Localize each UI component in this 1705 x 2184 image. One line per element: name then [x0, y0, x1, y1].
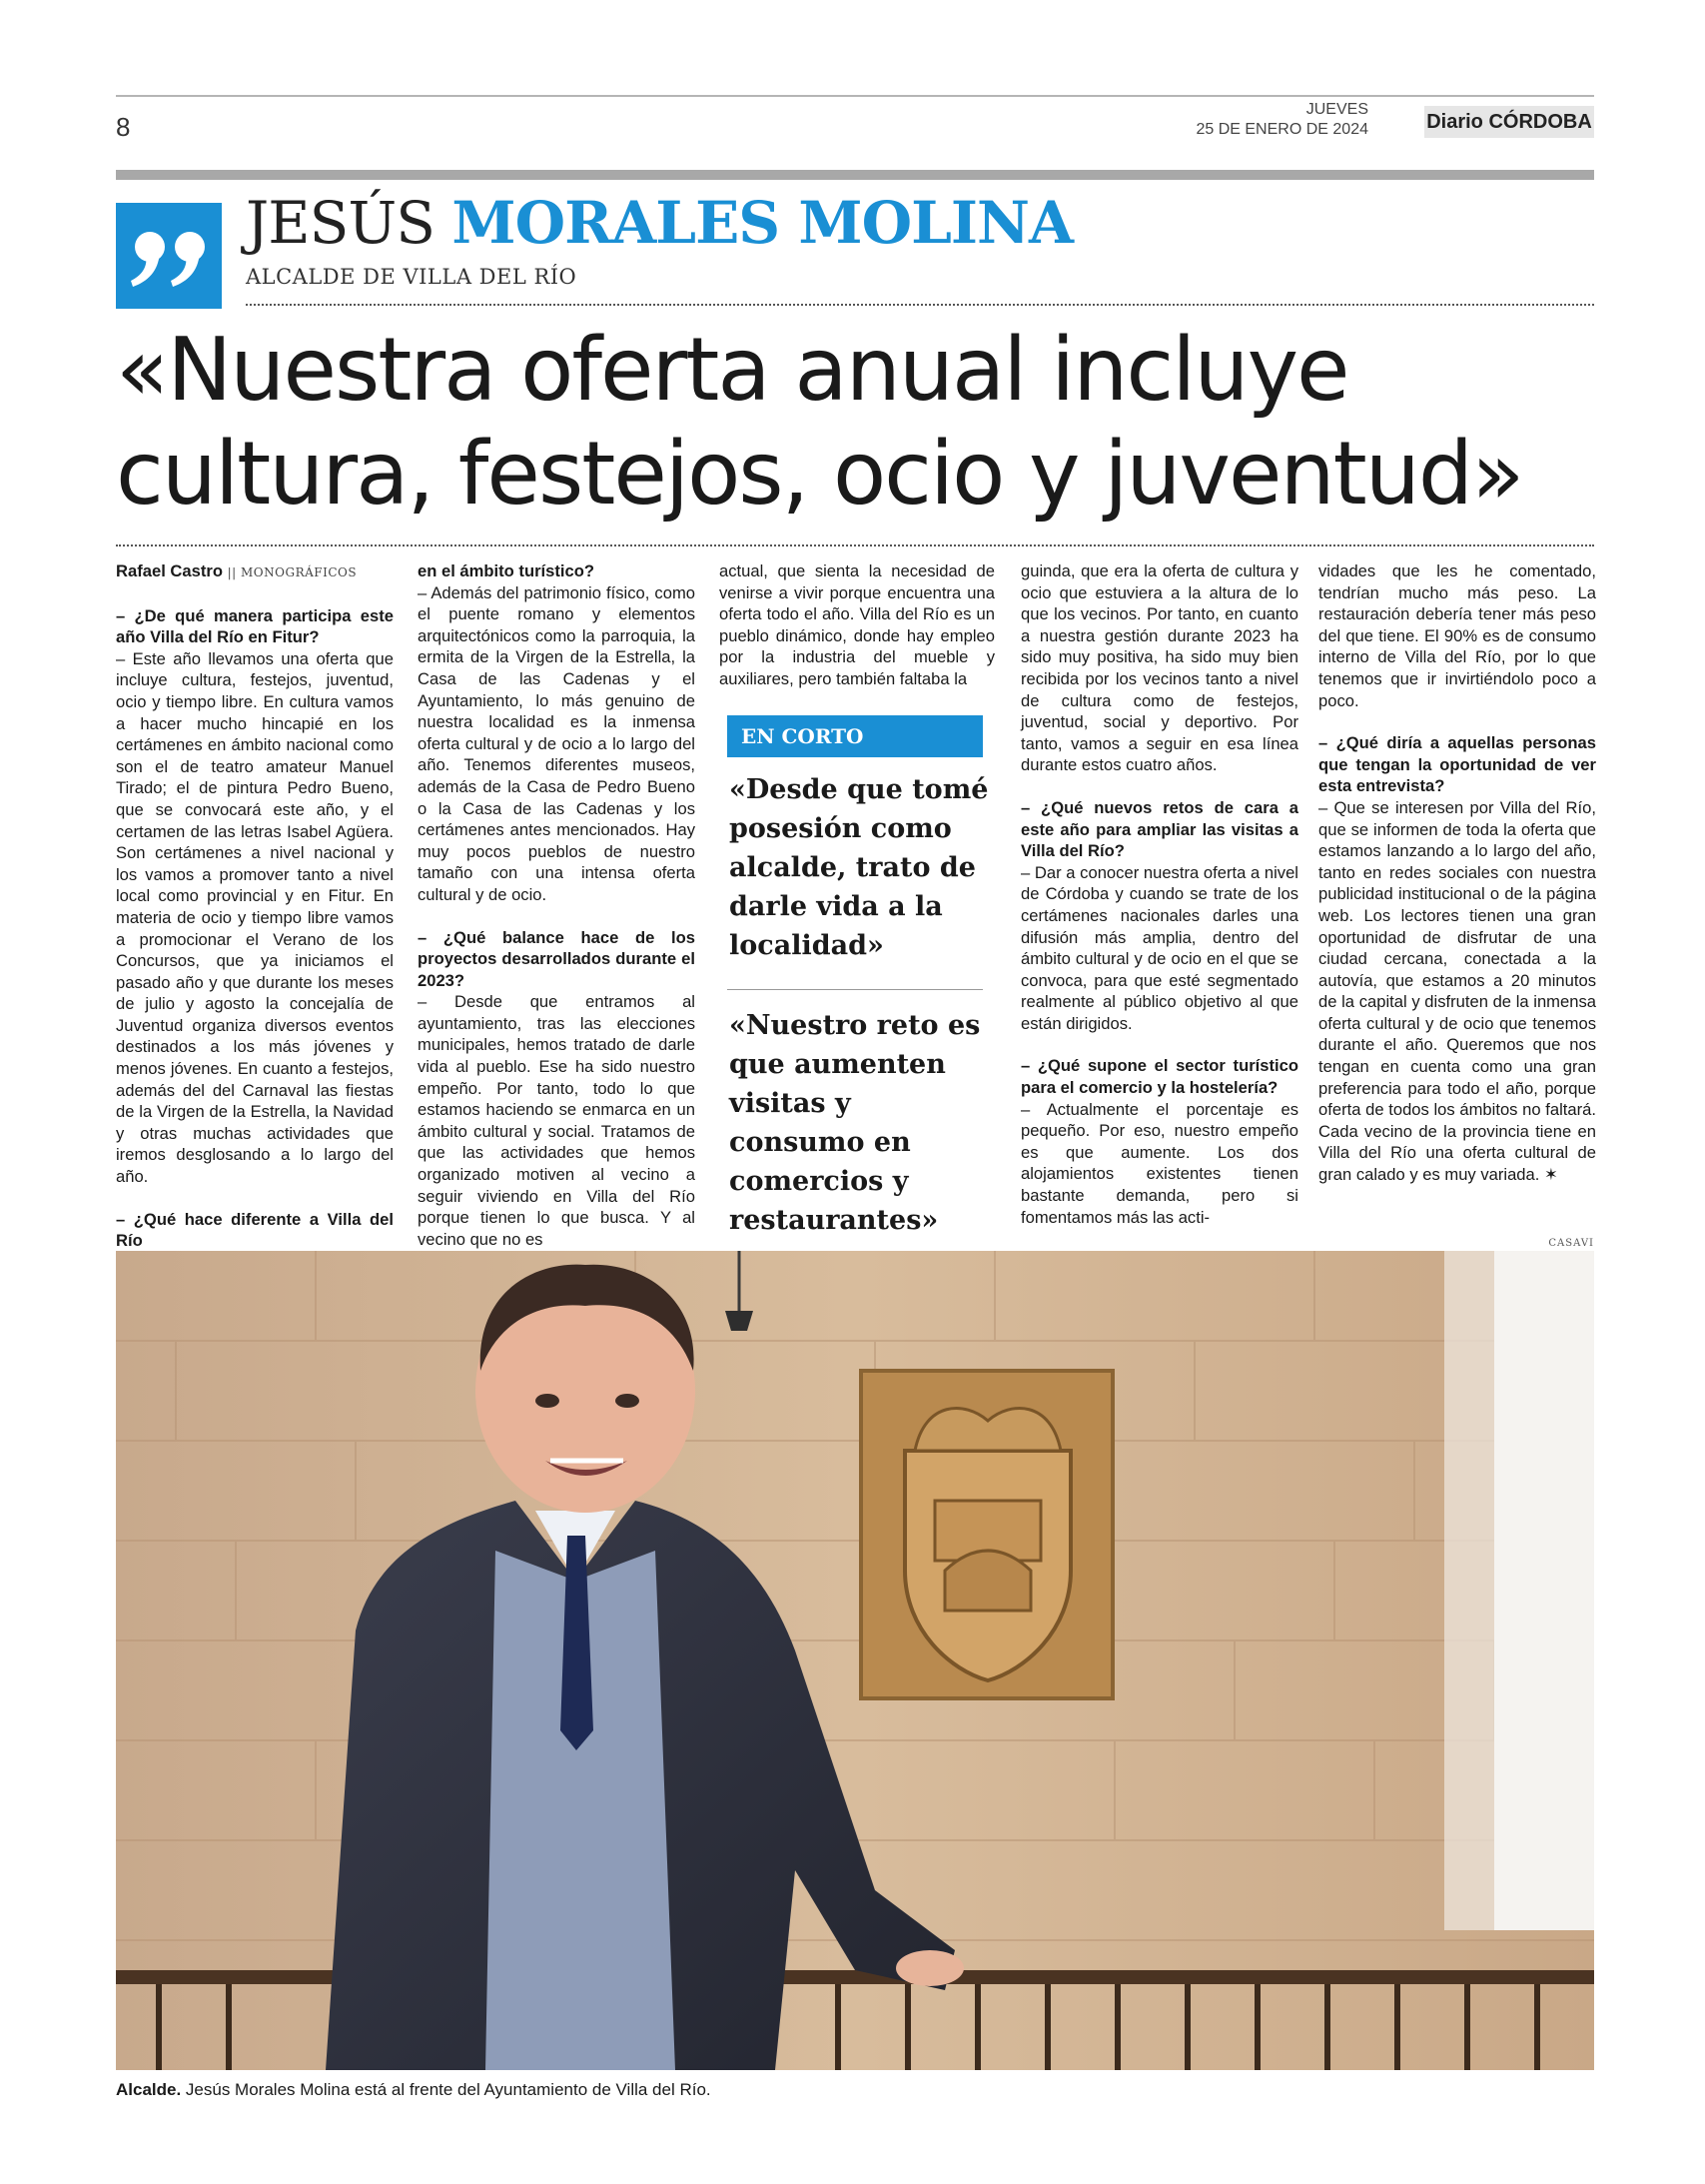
mayor-photo [116, 1251, 1594, 2070]
question-6: – ¿Qué diría a aquellas personas que tengan la oportunidad de ver esta entrevista? [1318, 733, 1596, 796]
headline-line-2: cultura, festejos, ocio y juventud» [116, 423, 1523, 525]
issue-date: 25 DE ENERO DE 2024 [1196, 121, 1368, 138]
photo-credit: CASAVI [1548, 1238, 1594, 1249]
en-corto-label: EN CORTO [727, 715, 983, 757]
caption-lead: Alcalde. [116, 2080, 182, 2099]
answer-3: – Desde que entramos al ayuntamiento, tras las elecciones municipales, hemos tratado de darle vida al pueblo. Ese ha sido nuestro empeño. Por tanto, todo lo que estamos haciendo se enmarca en un ámbito cultural y social. Tratamos de que las actividades que hemos organizado motiven al vecino a seguir viviendo en Villa del Río porque tienen lo que busca. Y al vecino que no es [418, 992, 695, 1249]
weekday: JUEVES [1305, 101, 1368, 118]
interviewee-role: ALCALDE DE VILLA DEL RÍO [246, 265, 577, 289]
newspaper-name: Diario CÓRDOBA [1424, 106, 1594, 138]
header-bar [116, 170, 1594, 180]
title-divider [246, 304, 1594, 306]
question-4: – ¿Qué nuevos retos de cara a este año para ampliar las visitas a Villa del Río? [1021, 797, 1298, 861]
byline: Rafael Castro || MONOGRÁFICOS [116, 561, 358, 580]
answer-4: – Dar a conocer nuestra oferta a nivel de Córdoba y cuando se trate de los certámenes nacionales darles una difusión más amplia, dentro del ámbito cultural y de ocio en el que se convoca, para que esté segmentado realmente al público objetivo al que están dirigidos. [1021, 862, 1298, 1033]
headline-divider [116, 545, 1594, 546]
byline-author: Rafael Castro [116, 561, 223, 580]
question-2-end: en el ámbito turístico? [418, 561, 595, 580]
question-2-start: – ¿Qué hace diferente a Villa del Río [116, 1209, 394, 1251]
headline-line-1: «Nuestra oferta anual incluye [116, 319, 1348, 421]
pull-quote-2: «Nuestro reto es que aumenten visitas y consumo en comercios y restaurantes» [729, 1010, 981, 1236]
page-number: 8 [116, 112, 131, 142]
answer-1: – Este año llevamos una oferta que incluye cultura, festejos, juventud, ocio y tiempo libre. En cultura vamos a hacer mucho hincapié en los certámenes en ámbito nacional como son el de teatro amateur Manuel Tirado; el de pintura Pedro Bueno, que se convocará este año, y el certamen de las letras Isabel Agüera. Son certámenes a nivel nacional y los vamos a promover tanto a nivel local como provincial y en Fitur. En materia de ocio y tiempo libre vamos a promocionar el Verano de los Concursos, que ya iniciamos el pasado año y que durante los meses de julio y agosto la concejalía de Juventud organiza diversos eventos destinados a los más jóvenes y menos jóvenes. En cuanto a festejos, además del del Carnaval las fiestas de la Virgen de la Estrella, la Navidad y otras muchas actividades que iremos desglosando a lo largo del año. [116, 648, 394, 1187]
answer-2: – Además del patrimonio físico, como el puente romano y elementos arquitectónicos como la parroquia, la ermita de la Virgen de la Estrella, la Casa de las Cadenas y el Ayuntamiento, lo más genuino de nuestra localidad es la inmensa oferta cultural y de ocio a lo largo del año. Tenemos diferentes museos, además de la Casa de Pedro Bueno o la Casa de las Cadenas y los certámenes antes mencionados. Hay muy pocos pueblos de nuestro tamaño con una intensa oferta cultural y de ocio. [418, 582, 695, 904]
column-2 [418, 560, 695, 1250]
answer-3-cont: actual, que sienta la necesidad de venirse a vivir porque encuentra una oferta todo el año. Villa del Río es un pueblo dinámico, donde hay empleo por la industria del mueble y auxiliares, pero también faltaba la [719, 561, 995, 688]
answer-6: – Que se interesen por Villa del Río, que se informen de toda la oferta que estamos lanzando a lo largo del año, tanto en redes sociales con nuestra publicidad institucional o de la página web. Los lectores tienen una gran oportunidad de disfrutar de una ciudad cercana, conectada a la autovía, que estamos a 20 minutos de la capital y disfruten de la inmensa oferta cultural y de ocio que tenemos durante el año. Queremos que nos tengan en cuenta como una gran preferencia para todo el año, porque oferta de todos los ámbitos no faltará. Cada vecino de la provincia tiene en Villa del Río una oferta cultural de gran calado y es muy variada. ✶ [1318, 797, 1596, 1185]
date-block [1179, 100, 1368, 140]
answer-5: – Actualmente el porcentaje es pequeño. Por eso, nuestro empeño es que aumente. Los dos alojamientos existentes tienen bastante demanda, pero si fomentamos más las acti- [1021, 1099, 1298, 1227]
name-first: JESÚS [246, 189, 434, 257]
interviewee-name [246, 190, 1073, 256]
pull-quote-divider [727, 989, 983, 990]
question-5: – ¿Qué supone el sector turístico para el comercio y la hostelería? [1021, 1056, 1298, 1098]
column-1 [116, 560, 394, 1252]
column-5 [1318, 560, 1596, 1186]
column-4 [1021, 560, 1298, 1228]
headline [116, 318, 1604, 526]
name-last: MORALES MOLINA [451, 189, 1074, 257]
top-rule [116, 95, 1594, 97]
answer-5-end: vidades que les he comentado, tendrían mucho más peso. La restauración debería tener más peso del que tiene. El 90% es de consumo interno de Villa del Río, por lo que tenemos que ir invirtiéndolo poco a poco. [1318, 561, 1596, 710]
caption-text: Jesús Morales Molina está al frente del Ayuntamiento de Villa del Río. [181, 2080, 711, 2099]
photo-caption [116, 2080, 1594, 2100]
quote-mark-icon [116, 203, 222, 309]
column-3 [719, 560, 995, 690]
question-1: – ¿De qué manera participa este año Villa del Río en Fitur? [116, 605, 394, 647]
byline-section: MONOGRÁFICOS [241, 565, 358, 579]
pull-quote-1: «Desde que tomé posesión como alcalde, trato de darle vida a la localidad» [729, 774, 989, 961]
answer-3-end: guinda, que era la oferta de cultura y ocio que estuviera a la altura de lo que los vecinos. Por tanto, en cuanto a nuestra gestión durante 2023 ha sido muy positiva, ha sido muy bien recibida por los vecinos tanto a nivel de cultura como de festejos, juventud, social y deportivo. Por tanto, vamos a seguir en esa línea durante estos cuatro años. [1021, 561, 1298, 775]
question-3: – ¿Qué balance hace de los proyectos desarrollados durante el 2023? [418, 927, 695, 990]
